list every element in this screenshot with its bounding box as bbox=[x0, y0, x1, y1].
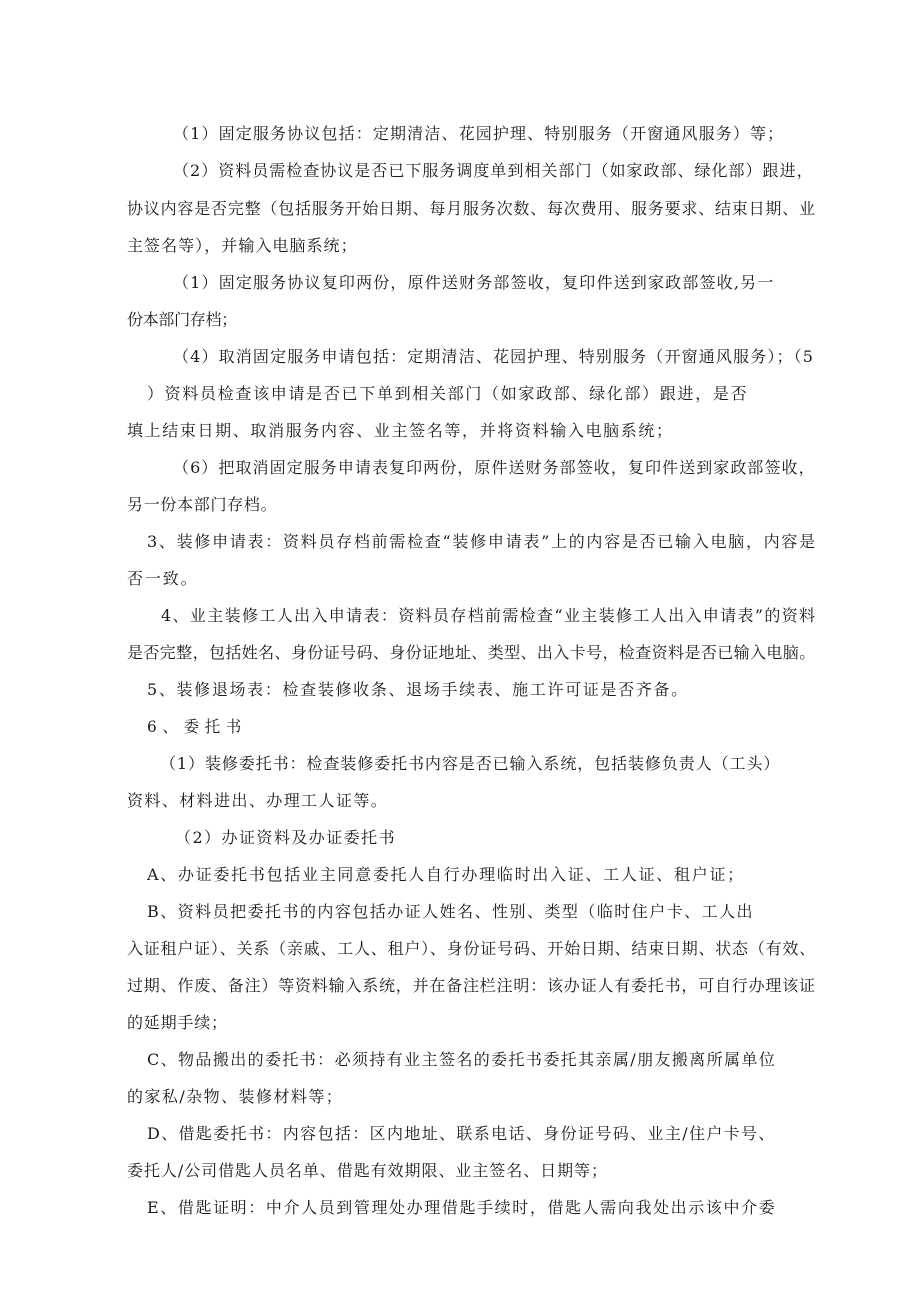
paragraph-line: （6）把取消固定服务申请表复印两份，原件送财务部签收，复印件送到家政部签收， bbox=[173, 458, 816, 477]
paragraph-line: 3、装修申请表：资料员存档前需检查“装修申请表”上的内容是否已输入电脑，内容是 bbox=[147, 532, 817, 551]
paragraph-line: 4、业主装修工人出入申请表：资料员存档前需检查“业主装修工人出入申请表”的资料 bbox=[161, 606, 817, 625]
paragraph-line: 填上结束日期、取消服务内容、业主签名等，并将资料输入电脑系统； bbox=[127, 421, 674, 440]
paragraph-line: 否一致。 bbox=[127, 569, 199, 588]
paragraph-line: 是否完整，包括姓名、身份证号码、身份证地址、类型、出入卡号，检查资料是否已输入电脑。 bbox=[127, 643, 816, 662]
paragraph-line: 入证租户证）、关系（亲戚、工人、租户）、身份证号码、开始日期、结束日期、状态（有效、 bbox=[127, 939, 816, 958]
paragraph-line: 另一份本部门存档。 bbox=[127, 495, 278, 514]
paragraph-line: 6、委托书 bbox=[147, 717, 248, 736]
paragraph-line: B、资料员把委托书的内容包括办证人姓名、性别、类型（临时住户卡、工人出 bbox=[147, 902, 755, 921]
paragraph-line: A、办证委托书包括业主同意委托人自行办理临时出入证、工人证、租户证； bbox=[147, 865, 745, 884]
paragraph-line: 的家私/杂物、装修材料等； bbox=[127, 1087, 344, 1106]
paragraph-line: 协议内容是否完整（包括服务开始日期、每月服务次数、每次费用、服务要求、结束日期、业 bbox=[127, 199, 816, 218]
paragraph-line: （2）资料员需检查协议是否已下服务调度单到相关部门（如家政部、绿化部）跟进， bbox=[173, 161, 814, 180]
paragraph-line: D、借匙委托书：内容包括：区内地址、联系电话、身份证号码、业主/住户卡号、 bbox=[147, 1124, 776, 1143]
paragraph-line: C、物品搬出的委托书：必须持有业主签名的委托书委托其亲属/朋友搬离所属单位 bbox=[147, 1050, 777, 1069]
paragraph-line: 过期、作废、备注）等资料输入系统，并在备注栏注明：该办证人有委托书，可自行办理该证 bbox=[127, 976, 816, 995]
paragraph-line: ）资料员检查该申请是否已下单到相关部门（如家政部、绿化部）跟进，是否 bbox=[147, 384, 749, 403]
paragraph-line: 的延期手续； bbox=[127, 1013, 228, 1032]
paragraph-line: （4）取消固定服务申请包括：定期清洁、花园护理、特别服务（开窗通风服务）；（5 bbox=[173, 347, 815, 366]
paragraph-line: （1）固定服务协议复印两份，原件送财务部签收，复印件送到家政部签收,另一 bbox=[173, 273, 775, 292]
paragraph-line: 委托人/公司借匙人员名单、借匙有效期限、业主签名、日期等； bbox=[127, 1161, 608, 1180]
paragraph-line: （2）办证资料及办证委托书 bbox=[175, 828, 397, 847]
paragraph-line: 份本部门存档； bbox=[127, 310, 237, 329]
paragraph-line: 5、装修退场表：检查装修收条、退场手续表、施工许可证是否齐备。 bbox=[147, 680, 689, 699]
paragraph-line: E、借匙证明：中介人员到管理处办理借匙手续时，借匙人需向我处出示该中介委 bbox=[147, 1198, 777, 1217]
paragraph-line: 主签名等），并输入电脑系统； bbox=[127, 236, 358, 255]
paragraph-line: （1）固定服务协议包括：定期清洁、花园护理、特别服务（开窗通风服务）等； bbox=[173, 124, 785, 143]
paragraph-line: 资料、材料进出、办理工人证等。 bbox=[127, 791, 389, 810]
paragraph-line: （1）装修委托书：检查装修委托书内容是否已输入系统，包括装修负责人（工头） bbox=[160, 754, 781, 773]
